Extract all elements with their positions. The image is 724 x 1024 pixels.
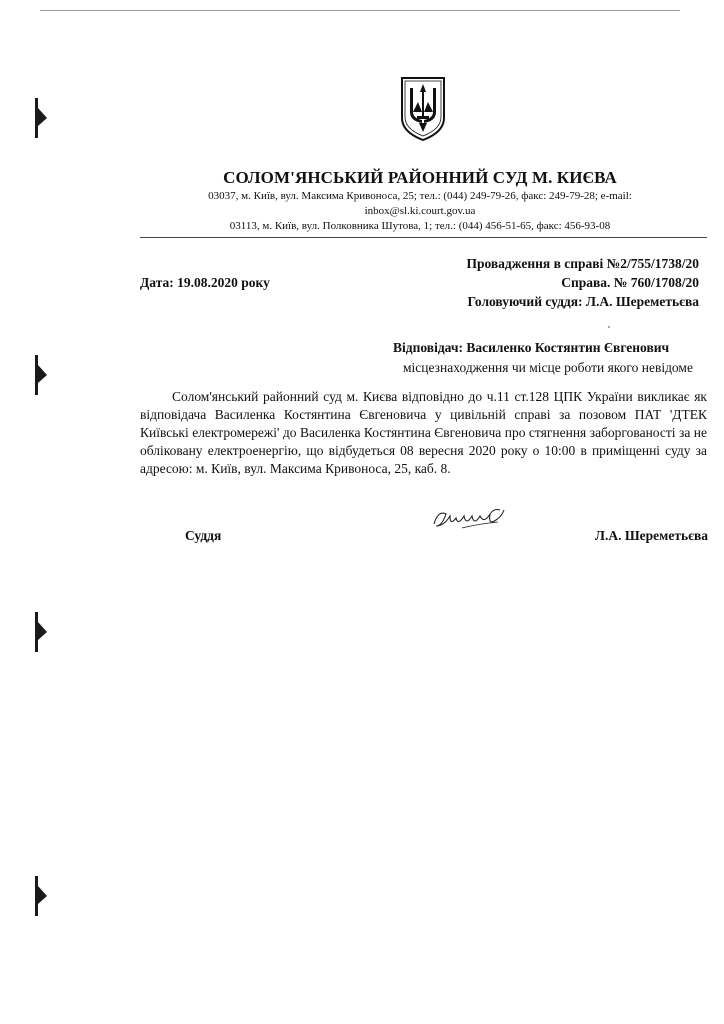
scan-speck <box>608 326 610 328</box>
punch-hole-mark <box>34 876 48 916</box>
respondent-name: Відповідач: Василенко Костянтин Євгенович <box>393 340 670 355</box>
judge-label: Суддя <box>185 528 222 543</box>
court-email: inbox@sl.ki.court.gov.ua <box>364 205 476 217</box>
proceeding-number: Провадження в справі №2/755/1738/20 <box>466 256 699 271</box>
punch-hole-mark <box>34 612 48 652</box>
trident-emblem-icon <box>398 72 448 142</box>
presiding-judge: Головуючий суддя: Л.А. Шереметьєва <box>467 294 699 309</box>
court-address-line: 03037, м. Київ, вул. Максима Кривоноса, 25; тел.: (044) 249-79-26, факс: 249-79-28; e-mail: <box>208 190 632 202</box>
case-number: Справа. № 760/1708/20 <box>561 275 699 290</box>
court-name-heading: СОЛОМ'ЯНСЬКИЙ РАЙОННИЙ СУД М. КИЄВА <box>223 168 617 187</box>
scan-top-edge-line <box>40 10 680 11</box>
court-address-line: 03113, м. Київ, вул. Полковника Шутова, 1; тел.: (044) 456-51-65, факс: 456-93-08 <box>229 220 611 232</box>
header-divider <box>140 237 707 238</box>
summons-paragraph: Солом'янський районний суд м. Києва відповідно до ч.11 ст.128 ЦПК України викликає як відповідача Василенка Костянтина Євгеновича у цивільній справі за позовом ПАТ 'ДТЕК Київські електромережі' до Василенка Костянтина Євгеновича про стягнення заборгованості за не обліковану електроенергію, що відбудеться 08 вересня 2020 року о 10:00 в приміщенні суду за адресою: м. Київ, вул. Максима Кривоноса, 25, каб. 8. <box>140 389 707 476</box>
handwritten-signature-icon <box>428 500 522 536</box>
punch-hole-mark <box>34 355 48 395</box>
document-date: Дата: 19.08.2020 року <box>140 275 270 290</box>
punch-hole-mark <box>34 98 48 138</box>
judge-name: Л.А. Шереметьєва <box>594 528 708 543</box>
respondent-address-note: місцезнаходження чи місце роботи якого невідоме <box>403 360 693 375</box>
